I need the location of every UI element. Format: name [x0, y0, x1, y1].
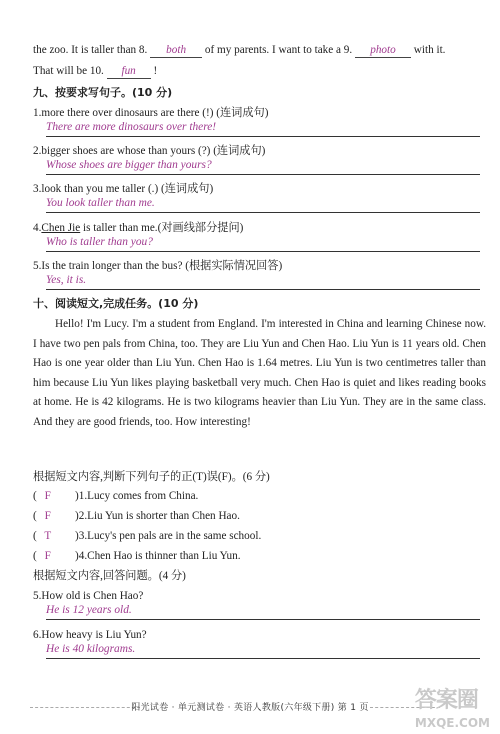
qa-question-6: 6.How heavy is Liu Yun? [33, 629, 147, 641]
qa-question-5: 5.How old is Chen Hao? [33, 590, 144, 602]
qa-answer-6: He is 40 kilograms. [46, 642, 480, 659]
tf-mark-2: F [44, 510, 51, 522]
section-9-heading: 九、按要求写句子。(10 分) [33, 86, 173, 99]
s9-answer-5: Yes, it is. [46, 273, 480, 290]
top-line-1: the zoo. It is taller than 8. both of my parents. I want to take a 9. photo with it. [33, 44, 446, 56]
s9-question-3: 3.look than you me taller (.) (连词成句) [33, 183, 214, 195]
tf-instruction: 根据短文内容,判断下列句子的正(T)误(F)。(6 分) [33, 471, 270, 483]
s9-answer-4: Who is taller than you? [46, 235, 480, 252]
tf-mark-1: F [44, 490, 51, 502]
qa-answer-5: He is 12 years old. [46, 603, 480, 620]
watermark-logo: 答案圈 MXQE.COM [414, 688, 490, 730]
answer-9: photo [355, 43, 411, 58]
s9-question-1: 1.more there over dinosaurs are there (!) (连词成句) [33, 107, 269, 119]
s9-answer-3: You look taller than me. [46, 196, 480, 213]
tf-item-3: ( T )3.Lucy's pen pals are in the same school. [33, 530, 262, 542]
tf-item-2: ( F )2.Liu Yun is shorter than Chen Hao. [33, 510, 240, 522]
section-10-heading: 十、阅读短文,完成任务。(10 分) [33, 297, 199, 310]
tf-item-4: ( F )4.Chen Hao is thinner than Liu Yun. [33, 550, 241, 562]
qa-instruction: 根据短文内容,回答问题。(4 分) [33, 570, 186, 582]
tf-mark-4: F [44, 550, 51, 562]
reading-passage: Hello! I'm Lucy. I'm a student from England. I'm interested in China and learning Chinese now. I have two pen pals from China, too. They are Liu Yun and Chen Hao. Liu Yun is 11 years old. Chen Hao is one year older than Liu Yun. Chen Hao is 1.64 metres. Liu Yun is two centimetres taller than him because Liu Yun likes playing basketball very much. Chen Hao is quiet and likes reading books at home. He is 42 kilograms. He is two kilograms heavier than Liu Yun. They are in the same class. And they are good friends, too. How interesting! [33, 318, 486, 428]
underlined-phrase: Chen Jie [41, 222, 81, 234]
s9-question-5: 5.Is the train longer than the bus? (根据实际情况回答) [33, 260, 283, 272]
s9-question-4: 4.Chen Jie is taller than me.(对画线部分提问) [33, 222, 244, 234]
tf-mark-3: T [44, 530, 52, 542]
s9-answer-2: Whose shoes are bigger than yours? [46, 158, 480, 175]
s9-question-2: 2.bigger shoes are whose than yours (?) (连词成句) [33, 145, 266, 157]
page-footer: 阳光试卷 · 单元测试卷 · 英语人教版(六年级下册) 第 1 页 [131, 703, 369, 713]
s9-answer-1: There are more dinosaurs over there! [46, 120, 480, 137]
answer-10: fun [107, 64, 151, 79]
answer-8: both [150, 43, 202, 58]
tf-item-1: ( F )1.Lucy comes from China. [33, 490, 199, 502]
top-line-2: That will be 10. fun ! [33, 65, 158, 77]
